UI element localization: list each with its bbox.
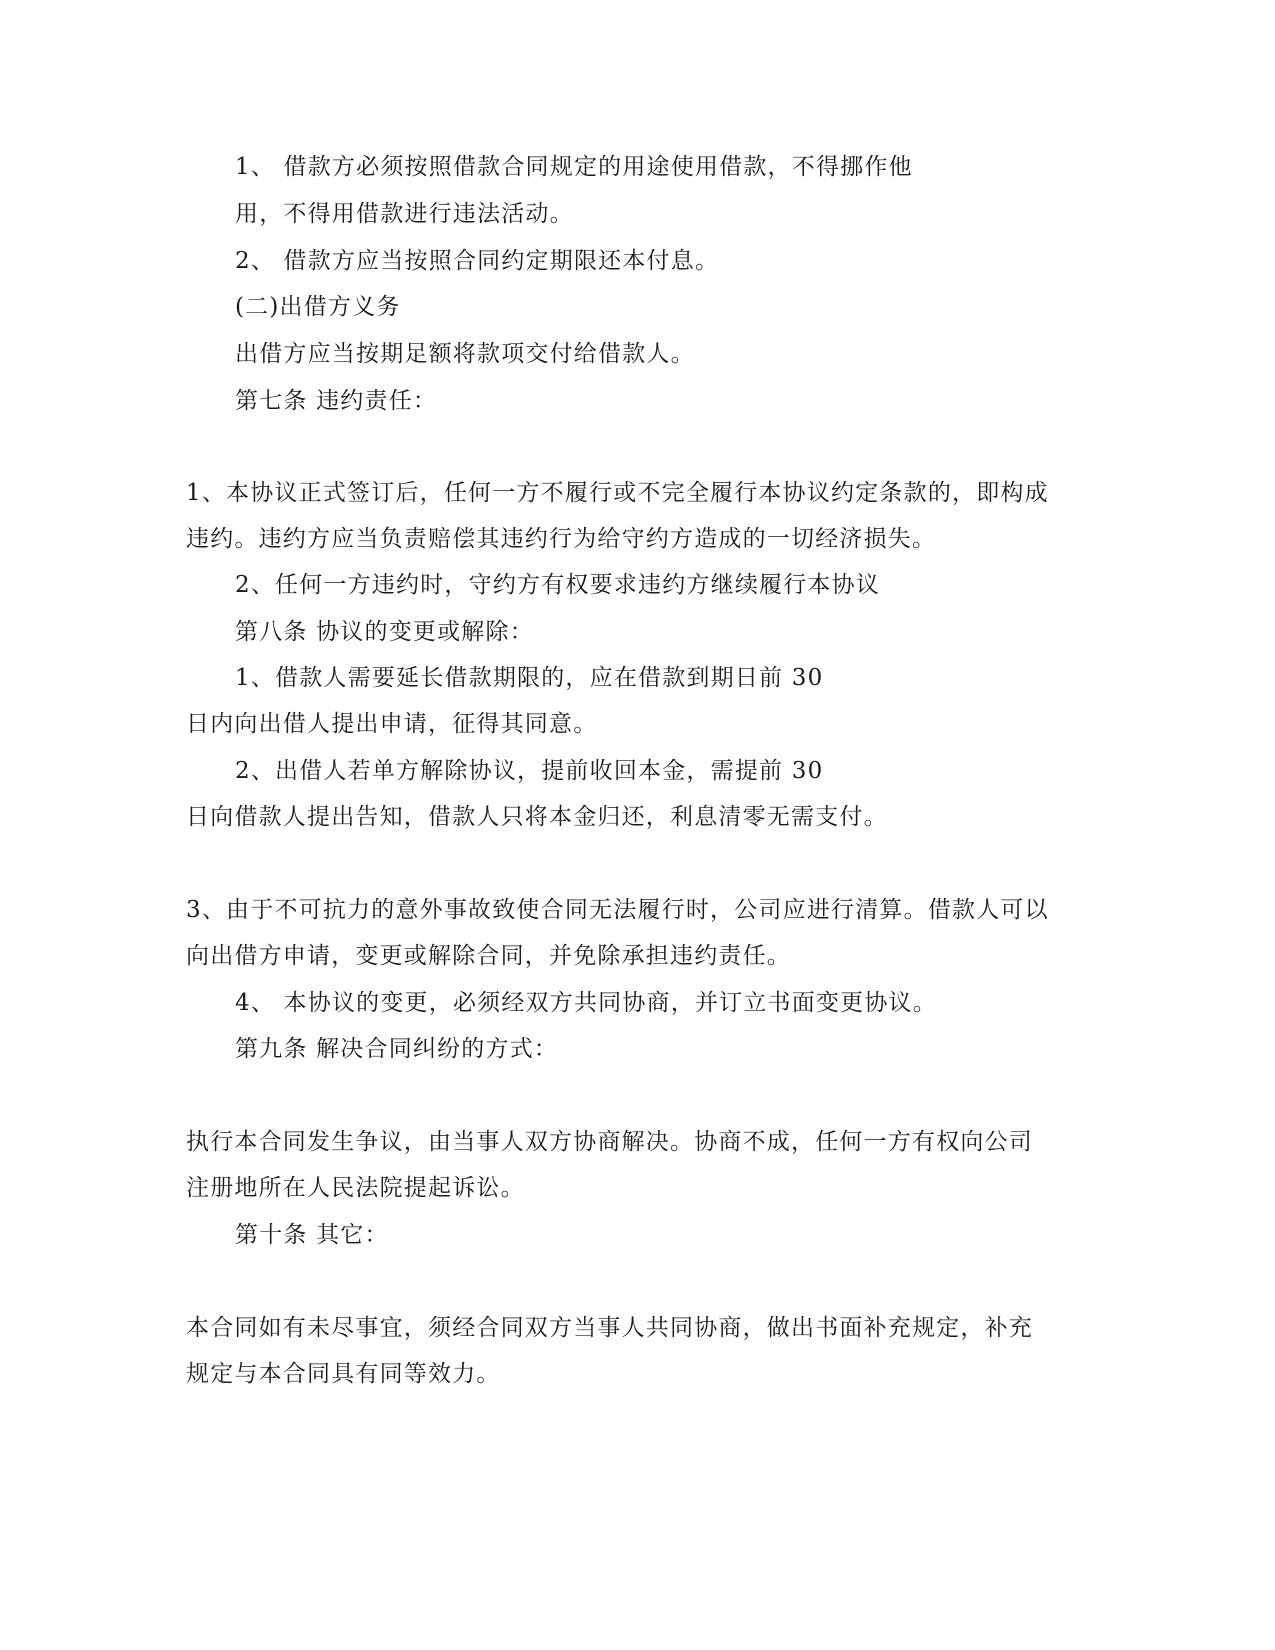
article-9-heading: 第九条 解决合同纠纷的方式： — [235, 1036, 559, 1062]
section-lender-duties-heading: (二)出借方义务 — [235, 294, 401, 320]
article-7-heading: 第七条 违约责任： — [235, 388, 438, 414]
clause-other-cont: 规定与本合同具有同等效力。 — [186, 1361, 501, 1387]
article-10-heading: 第十条 其它： — [235, 1222, 389, 1248]
clause-borrower-duty-2: 2、 借款方应当按照合同约定期限还本付息。 — [235, 248, 720, 274]
clause-change-4: 4、 本协议的变更，必须经双方共同协商，并订立书面变更协议。 — [235, 990, 937, 1016]
clause-breach-1-cont: 违约。违约方应当负责赔偿其违约行为给守约方造成的一切经济损失。 — [186, 526, 937, 552]
clause-change-1-cont: 日内向出借人提出申请，征得其同意。 — [186, 711, 598, 737]
clause-breach-2: 2、任何一方违约时，守约方有权要求违约方继续履行本协议 — [235, 572, 881, 598]
clause-change-3-cont: 向出借方申请，变更或解除合同，并免除承担违约责任。 — [186, 943, 791, 969]
clause-lender-duty: 出借方应当按期足额将款项交付给借款人。 — [235, 341, 695, 367]
clause-change-2-cont: 日向借款人提出告知，借款人只将本金归还，利息清零无需支付。 — [186, 804, 888, 830]
clause-dispute-cont: 注册地所在人民法院提起诉讼。 — [186, 1175, 525, 1201]
clause-other: 本合同如有未尽事宜，须经合同双方当事人共同协商，做出书面补充规定，补充 — [186, 1315, 1033, 1341]
clause-dispute: 执行本合同发生争议，由当事人双方协商解决。协商不成，任何一方有权向公司 — [186, 1129, 1033, 1155]
clause-borrower-duty-1-cont: 用，不得用借款进行违法活动。 — [235, 201, 574, 227]
clause-borrower-duty-1: 1、 借款方必须按照借款合同规定的用途使用借款，不得挪作他 — [235, 154, 913, 180]
article-8-heading: 第八条 协议的变更或解除： — [235, 619, 534, 645]
clause-change-1: 1、借款人需要延长借款期限的，应在借款到期日前 30 — [235, 665, 824, 691]
clause-change-3: 3、由于不可抗力的意外事故致使合同无法履行时，公司应进行清算。借款人可以 — [186, 897, 1049, 923]
clause-change-2: 2、出借人若单方解除协议，提前收回本金，需提前 30 — [235, 758, 824, 784]
clause-breach-1: 1、本协议正式签订后，任何一方不履行或不完全履行本协议约定条款的，即构成 — [186, 480, 1049, 506]
